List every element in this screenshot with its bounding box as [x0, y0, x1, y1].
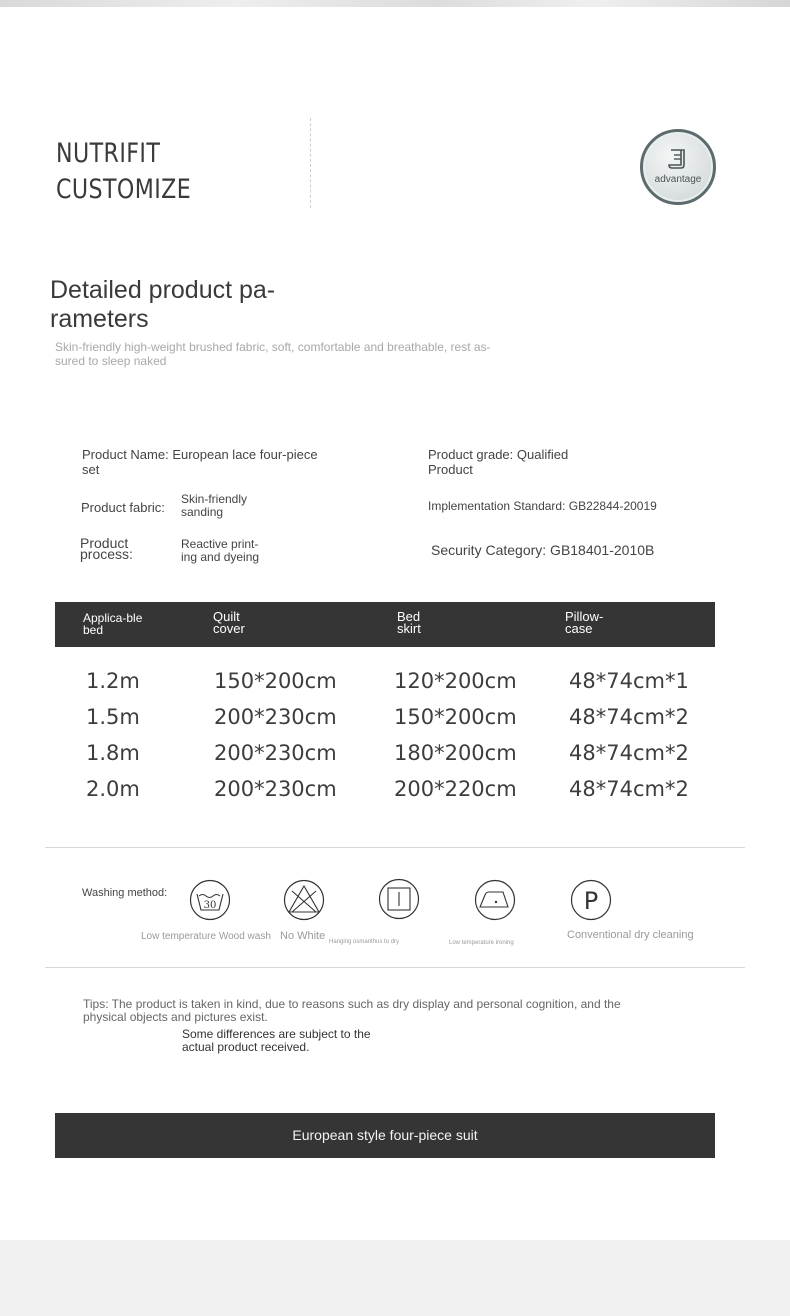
footer-banner-text: European style four-piece suit: [292, 1127, 478, 1143]
param-product-grade: Product grade: Qualified Product: [428, 447, 569, 477]
low-iron-icon: [474, 879, 516, 921]
brand-line-1: NUTRIFIT: [56, 138, 161, 169]
cell-pillowcase: 48*74cm*1: [569, 669, 689, 693]
scroll-icon: [668, 148, 688, 170]
cell-quilt-cover: 200*230cm: [214, 705, 337, 729]
cell-bed-skirt: 150*200cm: [394, 705, 517, 729]
cell-bed-skirt: 120*200cm: [394, 669, 517, 693]
header-bed-skirt: Bed skirt: [397, 609, 421, 636]
caption-dry-clean: Conventional dry cleaning: [567, 929, 694, 941]
divider-bottom: [45, 967, 745, 968]
caption-wash: Low temperature Wood wash: [141, 931, 271, 942]
param-fabric-value: Skin-friendly sanding: [181, 492, 248, 519]
wash-30-icon: [189, 879, 231, 921]
param-product-name: Product Name: European lace four-piece set: [82, 447, 318, 477]
param-security: Security Category: GB18401-2010B: [431, 542, 655, 558]
cell-bed-skirt: 180*200cm: [394, 741, 517, 765]
brand-line-2: CUSTOMIZE: [56, 174, 192, 205]
caption-hang-dry: Hanging osmanthus to dry: [329, 939, 400, 945]
section-subtitle: Skin-friendly high-weight brushed fabric, soft, comfortable and breathable, rest as-sured to sleep naked: [55, 340, 491, 368]
cell-quilt-cover: 200*230cm: [214, 741, 337, 765]
cell-bed-size: 2.0m: [86, 777, 140, 801]
top-image-strip: [0, 0, 790, 7]
param-process-value: Reactive print-ing and dyeing: [181, 537, 260, 564]
badge-label: advantage: [654, 174, 702, 185]
param-fabric-label: Product fabric:: [81, 500, 165, 515]
cell-quilt-cover: 150*200cm: [214, 669, 337, 693]
washing-label: Washing method:: [82, 887, 168, 899]
no-bleach-icon: [283, 879, 325, 921]
brand-logo: [56, 136, 191, 208]
section-title: Detailed product pa-rameters: [50, 276, 276, 333]
param-process-label: Product process:: [80, 535, 133, 562]
cell-pillowcase: 48*74cm*2: [569, 705, 689, 729]
divider-vertical: [310, 118, 311, 208]
dry-clean-letter: P: [583, 887, 599, 915]
caption-low-iron: Low temperature ironing: [449, 940, 514, 946]
advantage-badge: [640, 129, 716, 205]
size-table-header: [55, 602, 715, 647]
caption-no-bleach: No White: [280, 930, 326, 942]
cell-bed-size: 1.5m: [86, 705, 140, 729]
tips-text: Tips: The product is taken in kind, due to reasons such as dry display and personal cognition, and the physical objects and pictures exist.: [83, 997, 621, 1024]
wash-temp-text: 30: [203, 900, 217, 911]
divider-top: [45, 847, 745, 848]
cell-pillowcase: 48*74cm*2: [569, 741, 689, 765]
header-quilt-cover: Quilt cover: [213, 609, 245, 636]
param-standard: Implementation Standard: GB22844-20019: [428, 499, 657, 513]
tips-note: Some differences are subject to the actual product received.: [182, 1027, 371, 1054]
cell-bed-size: 1.8m: [86, 741, 140, 765]
header-applicable-bed: Applica-ble bed: [83, 611, 143, 637]
cell-pillowcase: 48*74cm*2: [569, 777, 689, 801]
cell-quilt-cover: 200*230cm: [214, 777, 337, 801]
header-pillowcase: Pillow-case: [565, 609, 604, 636]
cell-bed-skirt: 200*220cm: [394, 777, 517, 801]
dry-clean-p-icon: [570, 879, 612, 921]
cell-bed-size: 1.2m: [86, 669, 140, 693]
hang-dry-icon: [378, 878, 420, 920]
footer-banner: [55, 1113, 715, 1158]
